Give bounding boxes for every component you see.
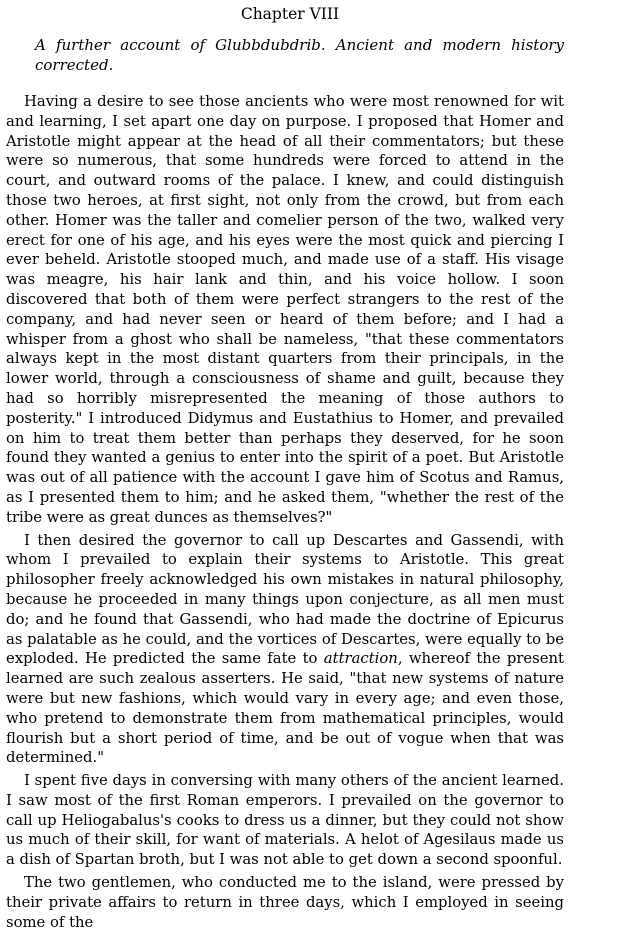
paragraph-text-before: I then desired the governor to call up Descartes and Gassendi, with whom I prevailed to explain their systems to Aristotle. This great philosopher freely acknowledged his own mistakes in natural philosophy, because he proceeded in many things upon conjecture, as all men must do; and he found that Gassendi, who had made the doctrine of Epicurus as palatable as he could, and the vortices of Descartes, were equally to be exploded. He predicted the same fate to xyxy=(6,531,564,668)
paragraph-text-after: , whereof the present learned are such zealous asserters. He said, "that new systems of nature were but new fashions, which would vary in every age; and even those, who pretend to demonstrate them from mathematical principles, would flourish but a short period of time, and be out of vogue when that was determined." xyxy=(6,650,565,767)
paragraph-five-days: I spent five days in conversing with many others of the ancient learned. I saw most of the first Roman emperors. I prevailed on the governor to call up Heliogabalus's cooks to dress us a dinner, but they could not show us much of their skill, for want of materials. A helot of Agesilaus made us a dish of Spartan broth, but I was not able to get down a second spoonful. xyxy=(6,772,564,869)
emphasis-attraction: attraction xyxy=(323,650,398,668)
chapter-subtitle: A further account of Glubbdubdrib. Ancient and modern history corrected. xyxy=(35,36,564,74)
paragraph-descartes-gassendi xyxy=(6,531,564,769)
chapter-heading: Chapter VIII xyxy=(240,5,340,23)
paragraph-two-gentlemen: The two gentlemen, who conducted me to the island, were pressed by their private affairs to return in three days, which I employed in seeing some of the xyxy=(6,874,564,931)
book-page xyxy=(6,4,564,935)
paragraph-homer-aristotle: Having a desire to see those ancients who were most renowned for wit and learning, I set apart one day on purpose. I proposed that Homer and Aristotle might appear at the head of all their commentators; but these were so numerous, that some hundreds were forced to attend in the court, and outward rooms of the palace. I knew, and could distinguish those two heroes, at first sight, not only from the crowd, but from each other. Homer was the taller and comelier person of the two, walked very erect for one of his age, and his eyes were the most quick and piercing I ever beheld. Aristotle stooped much, and made use of a staff. His visage was meagre, his hair lank and thin, and his voice hollow. I soon discovered that both of them were perfect strangers to the rest of the company, and had never seen or heard of them before; and I had a whisper from a ghost who shall be nameless, "that these commentators always kept in the most distant quarters from their principals, in the lower world, through a consciousness of shame and guilt, because they had so horribly misrepresented the meaning of those authors to posterity." I introduced Didymus and Eustathius to Homer, and prevailed on him to treat them better than perhaps they deserved, for he soon found they wanted a genius to enter into the spirit of a poet. But Aristotle was out of all patience with the account I gave him of Scotus and Ramus, as I presented them to him; and he asked them, "whether the rest of the tribe were as great dunces as themselves?" xyxy=(6,93,564,526)
